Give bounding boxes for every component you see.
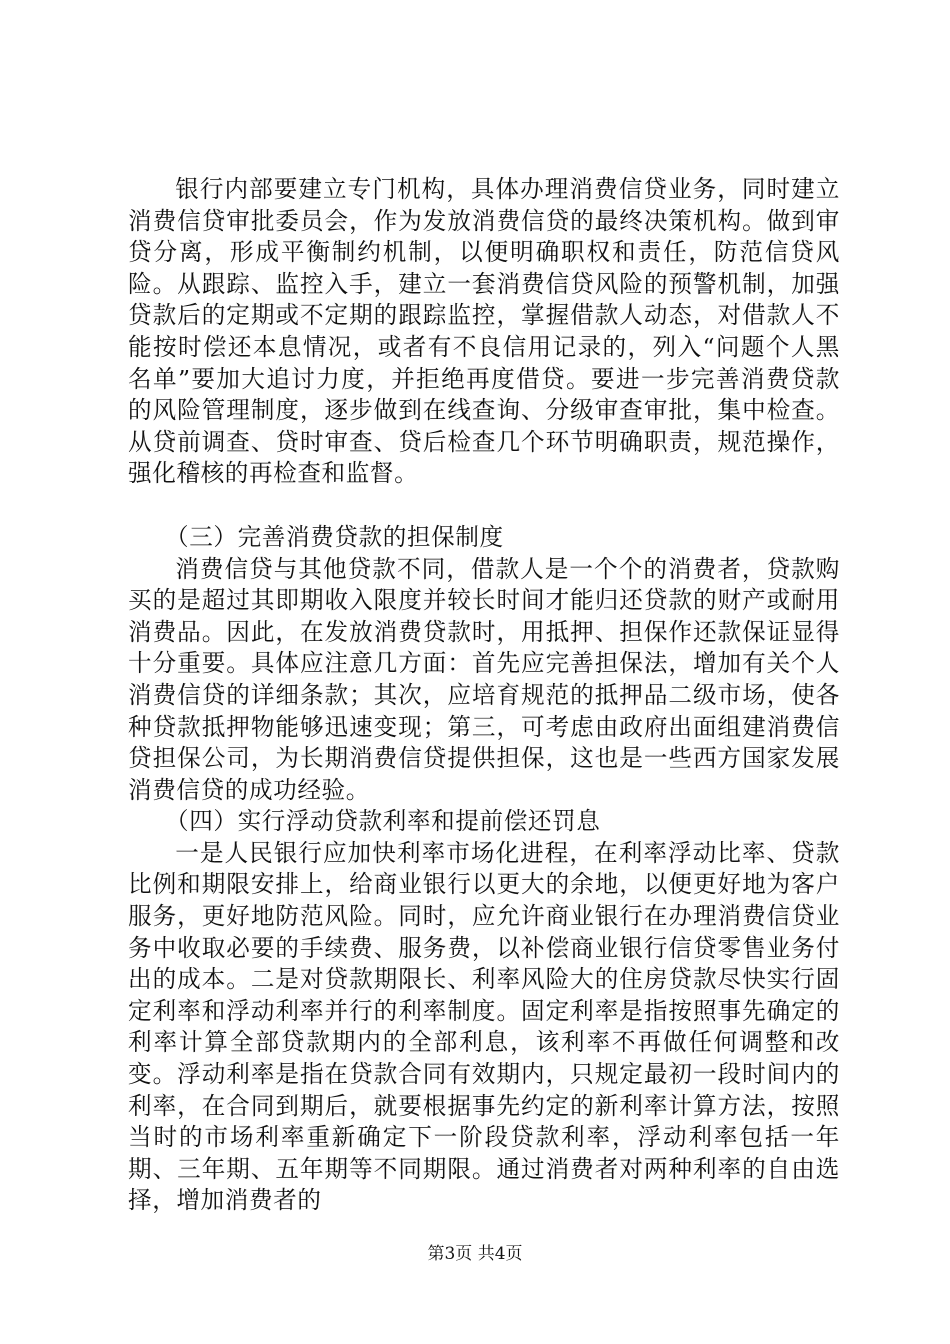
paragraph-gap bbox=[128, 490, 840, 522]
section-heading-4: （四）实行浮动贷款利率和提前偿还罚息 bbox=[165, 807, 601, 836]
page-number-footer: 第3页 共4页 bbox=[427, 1244, 523, 1264]
paragraph-interest-rate: 一是人民银行应加快利率市场化进程，在利率浮动比率、贷款比例和期限安排上，给商业银行以更大的余地，以便更好地为客户服务，更好地防范风险。同时，应允许商业银行在办理消费信贷业务中收取必要的手续费、服务费，以补偿商业银行信贷零售业务付出的成本。二是对贷款期限长、利率风险大的住房贷款尽快实行固定利率和浮动利率并行的利率制度。固定利率是指按照事先确定的利率计算全部贷款期内的全部利息，该利率不再做任何调整和改变。浮动利率是指在贷款合同有效期内，只规定最初一段时间内的利率，在合同到期后，就要根据事先约定的新利率计算方法，按照当时的市场利率重新确定下一阶段贷款利率，浮动利率包括一年期、三年期、五年期等不同期限。通过消费者对两种利率的自由选择，增加消费者的 bbox=[128, 838, 840, 1215]
paragraph-risk-control: 银行内部要建立专门机构，具体办理消费信贷业务，同时建立消费信贷审批委员会，作为发放消费信贷的最终决策机构。做到审贷分离，形成平衡制约机制，以便明确职权和责任，防范信贷风险。从跟踪、监控入手，建立一套消费信贷风险的预警机制，加强贷款后的定期或不定期的跟踪监控，掌握借款人动态，对借款人不能按时偿还本息情况，或者有不良信用记录的，列入“问题个人黑名单”要加大追讨力度，并拒绝再度借贷。要进一步完善消费贷款的风险管理制度，逐步做到在线查询、分级审查审批，集中检查。从贷前调查、贷时审查、贷后检查几个环节明确职责，规范操作，强化稽核的再检查和监督。 bbox=[128, 175, 840, 488]
document-body bbox=[128, 174, 840, 1217]
paragraph-guarantee: 消费信贷与其他贷款不同，借款人是一个个的消费者，贷款购买的是超过其即期收入限度并较长时间才能归还贷款的财产或耐用消费品。因此，在发放消费贷款时，用抵押、担保作还款保证显得十分重要。具体应注意几方面：首先应完善担保法，增加有关个人消费信贷的详细条款；其次，应培育规范的抵押品二级市场，使各种贷款抵押物能够迅速变现；第三，可考虑由政府出面组建消费信贷担保公司，为长期消费信贷提供担保，这也是一些西方国家发展消费信贷的成功经验。 bbox=[128, 554, 840, 804]
section-heading-3: （三）完善消费贷款的担保制度 bbox=[165, 522, 504, 551]
